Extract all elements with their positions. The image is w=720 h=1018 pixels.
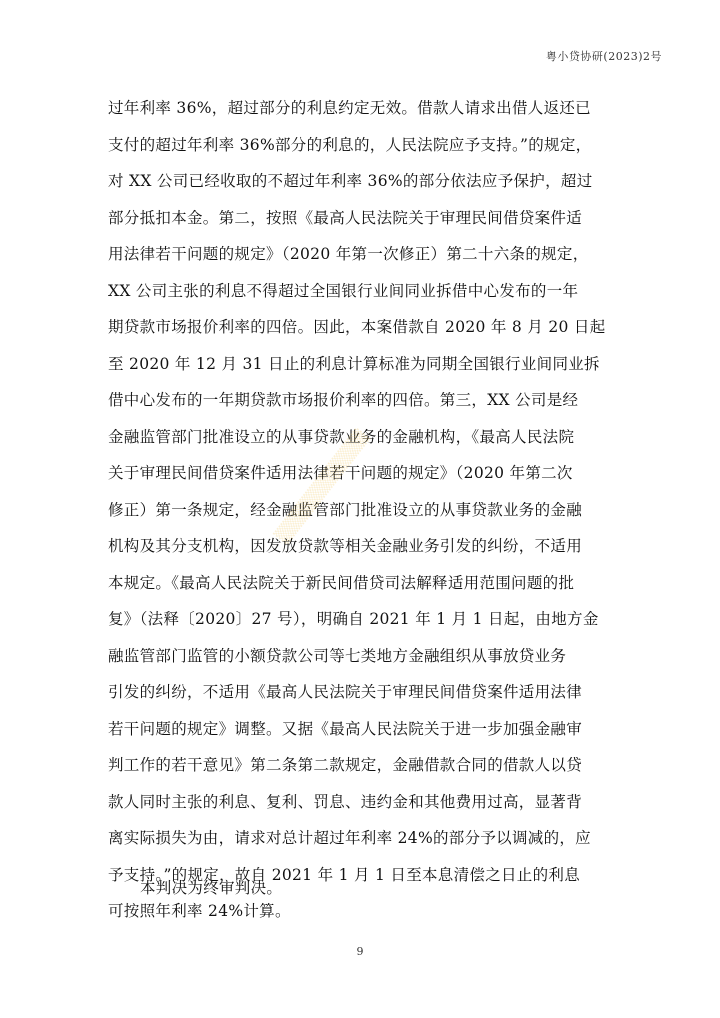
watermark: ▒▒▒▒▒▒▒▒▒▒▒ [272, 426, 371, 546]
page-number: 9 [356, 945, 364, 958]
body-line: 过年利率 36%，超过部分的利息约定无效。借款人请求出借人返还已 [108, 99, 591, 117]
body-line: 至 2020 年 12 月 31 日止的利息计算标准为同期全国银行业间同业拆 [108, 354, 600, 373]
body-line: 引发的纠纷，不适用《最高人民法院关于审理民间借贷案件适用法律 [108, 683, 583, 701]
body-line: 款人同时主张的利息、复利、罚息、违约金和其他费用过高，显著背 [108, 792, 583, 811]
body-line: 部分抵扣本金。第二，按照《最高人民法院关于审理民间借贷案件适 [108, 208, 583, 227]
body-line: 离实际损失为由，请求对总计超过年利率 24%的部分予以调减的，应 [108, 829, 591, 847]
body-line: 用法律若干问题的规定》（2020 年第一次修正）第二十六条的规定， [108, 245, 589, 263]
body-line: 修正）第一条规定，经金融监管部门批准设立的从事贷款业务的金融 [108, 500, 583, 519]
body-line: 融监管部门监管的小额贷款公司等七类地方金融组织从事放贷业务 [108, 646, 567, 665]
body-line: 机构及其分支机构，因发放贷款等相关金融业务引发的纠纷，不适用 [108, 537, 583, 555]
body-line: 期贷款市场报价利率的四倍。因此，本案借款自 2020 年 8 月 20 日起 [108, 318, 606, 336]
body-line: 判工作的若干意见》第二条第二款规定，金融借款合同的借款人以贷 [108, 756, 583, 774]
body-line: 复》（法释〔2020〕27 号），明确自 2021 年 1 月 1 日起，由地方金 [108, 610, 599, 628]
body-line: 可按照年利率 24%计算。 [108, 902, 291, 920]
body-line: 若干问题的规定》调整。又据《最高人民法院关于进一步加强金融审 [108, 719, 583, 738]
body-line: 本规定。《最高人民法院关于新民间借贷司法解释适用范围问题的批 [108, 573, 575, 592]
body-line: XX 公司主张的利息不得超过全国银行业间同业拆借中心发布的一年 [108, 281, 579, 300]
body-line: 金融监管部门批准设立的从事贷款业务的金融机构，《最高人民法院 [108, 427, 575, 446]
body-line: 予支持。”的规定，故自 2021 年 1 月 1 日至本息清偿之日止的利息 [108, 865, 581, 884]
document-reference-number: 粤小贷协研(2023)2号 [545, 50, 662, 63]
body-line: 支付的超过年利率 36%部分的利息的，人民法院应予支持。”的规定， [108, 135, 592, 154]
body-line: 借中心发布的一年期贷款市场报价利率的四倍。第三，XX 公司是经 [108, 391, 579, 409]
body-text [108, 90, 623, 930]
body-line: 对 XX 公司已经收取的不超过年利率 36%的部分依法应予保护，超过 [108, 172, 593, 190]
closing-statement: 本判决为终审判决。 [140, 879, 283, 897]
body-line: 关于审理民间借贷案件适用法律若干问题的规定》（2020 年第二次 [108, 464, 573, 482]
